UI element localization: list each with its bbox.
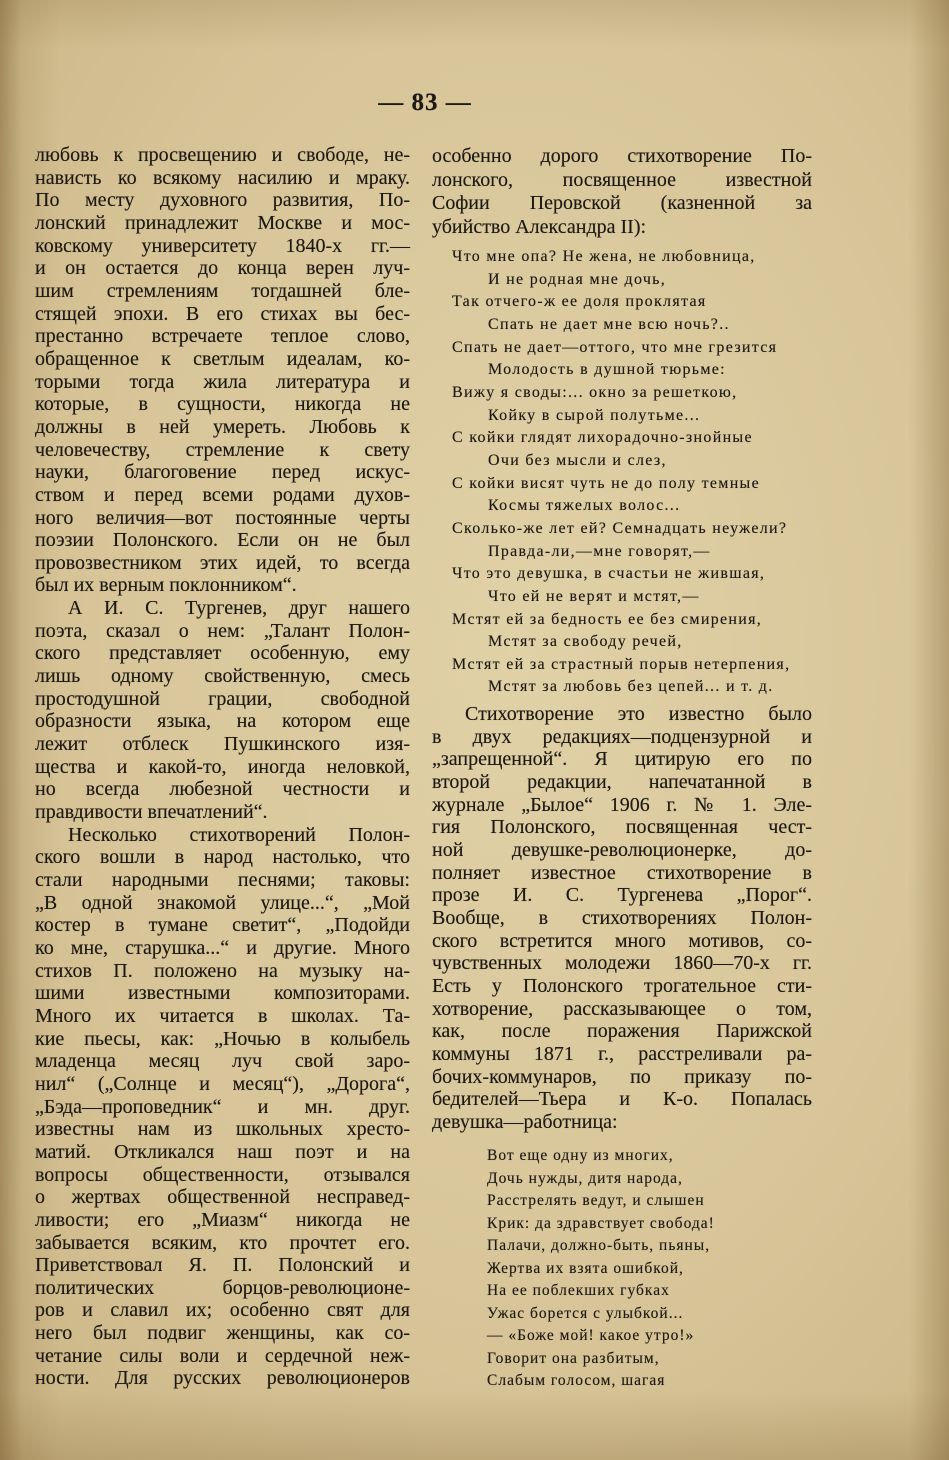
poem-line: Палачи, должно-быть, пьяны, — [487, 1237, 711, 1255]
poem-line: С койки глядят лихорадочно-знойные — [452, 429, 753, 447]
text-line: правдивости впечатлений“. — [35, 801, 268, 824]
text-line: лежит отблеск Пушкинского изя- — [35, 733, 410, 756]
text-line: младенца месяц луч свой заро- — [35, 1050, 410, 1073]
text-line: Софии Перовской (казненной за — [432, 192, 812, 214]
text-line: лонского, посвященное известной — [432, 168, 812, 191]
text-line: обращенное к светлым идеалам, ко- — [35, 347, 410, 370]
poem-line: Очи без мысли и слез, — [488, 451, 667, 469]
poem-line: Ужас борется с улыбкой... — [487, 1304, 684, 1322]
text-line: любовь к просвещению и свободе, не- — [35, 144, 410, 166]
poem-line: Что ей не верят и мстят,— — [488, 587, 700, 605]
text-line: журнале „Былое“ 1906 г. № 1. Эле- — [432, 793, 812, 816]
text-line: особенно дорого стихотворение По- — [432, 145, 812, 167]
text-line: был их верным поклонником“. — [35, 574, 297, 597]
text-line: науки, благоговение перед искус- — [35, 461, 410, 484]
text-line: забывается всяким, кто прочтет его. — [35, 1231, 410, 1254]
text-line: о жертвах общественной несправед- — [35, 1186, 410, 1209]
text-line: девушка—работница: — [432, 1110, 618, 1133]
text-line: чувственных молодежи 1860—70-х гг. — [432, 952, 812, 975]
text-line: известны нам из школьных хресто- — [35, 1118, 410, 1141]
text-line: щества и какой-то, иногда неловкой, — [35, 755, 410, 778]
poem-line: Правда-ли,—мне говорят,— — [488, 542, 711, 560]
text-line: поэта, сказал о нем: „Талант Полон- — [35, 619, 410, 642]
text-line: матий. Откликался наш поэт и на — [35, 1140, 410, 1163]
poem-line: Мстят ей за страстный порыв нетерпения, — [452, 655, 791, 673]
page-number: — 83 — — [378, 89, 472, 116]
text-line: политических борцов-революционе- — [35, 1276, 410, 1299]
text-line: нил“ („Солнце и месяц“), „Дорога“, — [35, 1072, 410, 1095]
text-line: ского вошли в народ настолько, что — [35, 846, 410, 869]
poem-line: Жертва их взята ошибкой, — [487, 1259, 684, 1277]
text-line: образности языка, на котором еще — [35, 710, 410, 733]
text-line: но всегда любезной честности и — [35, 778, 410, 801]
text-line: полняет известное стихотворение в — [432, 861, 812, 884]
text-line: должны в ней умереть. Любовь к — [35, 415, 410, 438]
text-line: и он остается до конца верен луч- — [35, 257, 410, 280]
text-line: ковскому университету 1840-х гг.— — [35, 234, 410, 257]
left-column — [35, 144, 410, 1390]
poem-line: Что мне опа? Не жена, не любовница, — [452, 248, 756, 265]
text-line: костер в тумане светит“, „Подойди — [35, 914, 410, 937]
paragraph — [35, 597, 410, 824]
poem-line: Космы тяжелых волос... — [488, 497, 681, 515]
text-line: ского представляет особенную, ему — [35, 642, 410, 665]
text-line: четание силы воли и сердечной неж- — [35, 1344, 410, 1367]
text-line: шими известными композиторами. — [35, 982, 410, 1005]
poem-line: На ее поблекших губках — [487, 1282, 670, 1300]
text-line: как, после поражения Парижской — [432, 1020, 812, 1043]
paragraph — [35, 144, 410, 597]
text-line: ной девушке-революционерке, до- — [432, 838, 812, 861]
text-line: ного величия—вот постоянные черты — [35, 506, 410, 529]
right-column-paragraph — [432, 703, 812, 1133]
text-line: хотворение, рассказывающее о том, — [432, 997, 812, 1020]
text-line: Много их читается в школах. Та- — [35, 1004, 410, 1027]
poem-line: Мстят за любовь без цепей... и т. д. — [488, 678, 774, 696]
text-line: лонский принадлежит Москве и мос- — [35, 211, 410, 234]
paragraph — [35, 824, 410, 1390]
text-line: нависть ко всякому насилию и мраку. — [35, 166, 410, 189]
poem-line: Вот еще одну из многих, — [487, 1147, 674, 1164]
text-line: в двух редакциях—подцензурной и — [432, 725, 812, 748]
poem-line: И не родная мне дочь, — [488, 270, 667, 288]
text-line: поэзии Полонского. Если он не был — [35, 529, 410, 552]
text-line: ливости; его „Миазм“ никогда не — [35, 1208, 410, 1231]
text-line: человечеству, стремление к свету — [35, 438, 410, 461]
text-line: стихов П. положено на музыку на- — [35, 959, 410, 982]
text-line: ского встретится много мотивов, со- — [432, 929, 812, 952]
poem-line: Дочь нужды, дитя народа, — [487, 1169, 683, 1187]
poem-line: Расстрелять ведут, и слышен — [487, 1192, 705, 1210]
text-line: ством и перед всеми родами духов- — [35, 483, 410, 506]
text-line: второй редакции, напечатанной в — [432, 770, 812, 793]
text-line: Вообще, в стихотворениях Полон- — [432, 906, 812, 929]
poem-line: Спать не дает—оттого, что мне грезится — [452, 338, 778, 356]
text-line: „запрещенной“. Я цитирую его по — [432, 748, 812, 771]
text-line: ко мне, старушка...“ и другие. Много — [35, 936, 410, 959]
text-line: него был подвиг женщины, как со- — [35, 1322, 410, 1345]
poem-line: Слабым голосом, шагая — [487, 1372, 666, 1390]
poem-line: Крик: да здравствует свобода! — [487, 1214, 715, 1232]
poem-paris-commune — [487, 1145, 715, 1393]
poem-line: Сколько-же лет ей? Семнадцать неужели? — [452, 519, 788, 537]
text-line: стали народными песнями; таковы: — [35, 869, 410, 891]
text-line: кие пьесы, как: „Ночью в колыбель — [35, 1027, 410, 1050]
text-line: По месту духовного развития, По- — [35, 189, 410, 212]
text-line: коммуны 1871 г., расстреливали ра- — [432, 1042, 812, 1065]
text-line: простодушной грации, свободной — [35, 687, 410, 710]
poem-line: С койки висят чуть не до полу темные — [452, 474, 761, 492]
text-line: бедителей—Тьера и К-о. Попалась — [432, 1088, 812, 1111]
text-line: „Бэда—проповедник“ и мн. друг. — [35, 1095, 410, 1118]
poem-line: Молодость в душной тюрьме: — [488, 361, 726, 379]
poem-line: Вижу я своды:... окно за решеткою, — [452, 383, 738, 401]
text-line: лишь одному свойственную, смесь — [35, 665, 410, 688]
right-column-intro — [432, 145, 812, 239]
poem-line: Так отчего-ж ее доля проклятая — [452, 293, 707, 311]
poem-line: Койку в сырой полутьме... — [488, 406, 701, 424]
text-line: Несколько стихотворений Полон- — [68, 823, 410, 846]
text-line: бочих-коммунаров, по приказу по- — [432, 1065, 812, 1088]
text-line: провозвестником этих идей, то всегда — [35, 551, 410, 574]
poem-line: Мстят ей за бедность ее без смирения, — [452, 610, 763, 628]
text-line: А И. С. Тургенев, друг нашего — [68, 597, 410, 620]
text-line: шим стремлениям тогдашней бле- — [35, 279, 410, 302]
text-line: престанно встречаете теплое слово, — [35, 325, 410, 348]
poem-line: Говорит она разбитым, — [487, 1349, 660, 1367]
poem-perovskaya — [452, 246, 790, 699]
text-line: вопросы общественности, отзывался — [35, 1163, 410, 1186]
text-line: „В одной знакомой улице...“, „Мой — [35, 891, 410, 914]
text-line: убийство Александра II): — [432, 215, 647, 238]
poem-line: — «Боже мой! какое утро!» — [487, 1327, 695, 1345]
text-line: ров и славил их; особенно свят для — [35, 1299, 410, 1322]
text-line: прозе И. С. Тургенева „Порог“. — [432, 884, 812, 907]
poem-line: Мстят за свободу речей, — [488, 633, 683, 651]
poem-line: Спать не дает мне всю ночь?.. — [488, 315, 730, 333]
text-line: которые, в сущности, никогда не — [35, 393, 410, 416]
text-line: Есть у Полонского трогательное сти- — [432, 974, 812, 997]
text-line: Приветствовал Я. П. Полонский и — [35, 1254, 410, 1277]
text-line: торыми тогда жила литература и — [35, 370, 410, 393]
text-line: ности. Для русских революционеров — [35, 1367, 410, 1390]
text-line: Стихотворение это известно было — [465, 703, 812, 725]
text-line: стящей эпохи. В его стихах вы бес- — [35, 302, 410, 325]
poem-line: Что это девушка, в счастьи не жившая, — [452, 565, 766, 583]
text-line: гия Полонского, посвященная чест- — [432, 816, 812, 839]
